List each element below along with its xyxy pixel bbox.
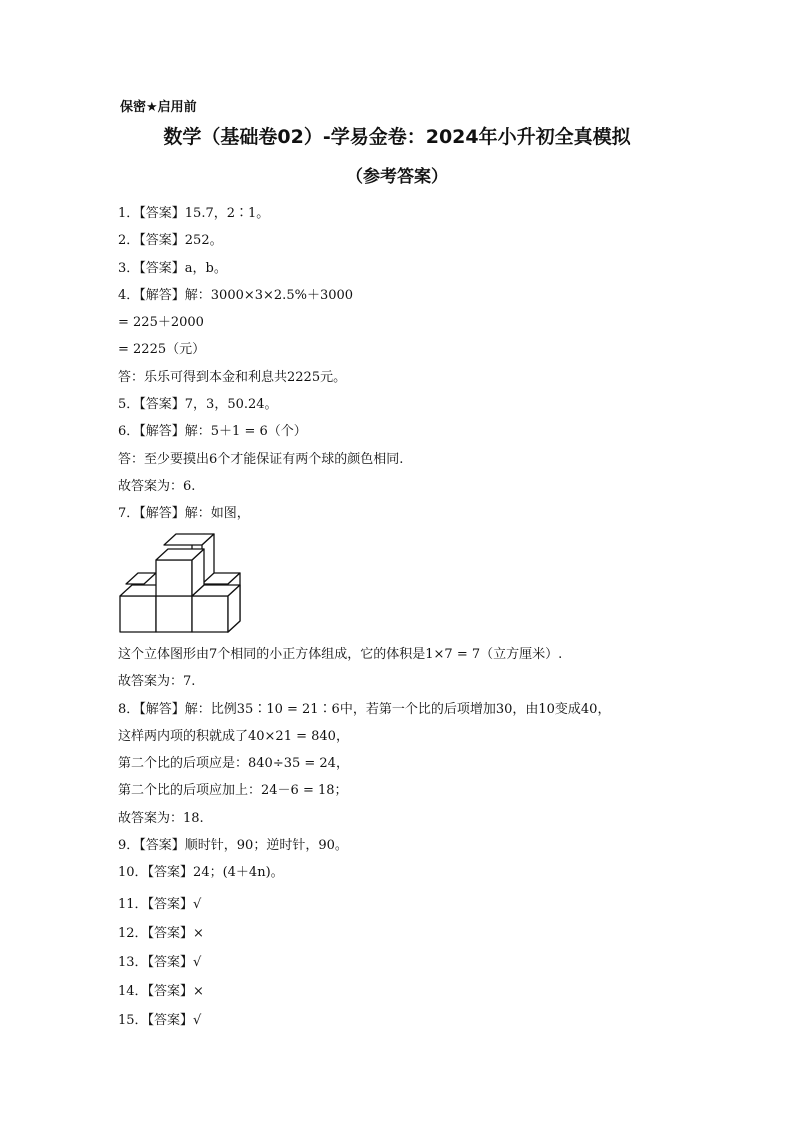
answer-line: 故答案为：18. xyxy=(118,810,204,826)
judgment-line: 12．【答案】× xyxy=(118,926,204,941)
answer-line: 5．【答案】7，3，50.24。 xyxy=(118,397,278,413)
answer-line: 1．【答案】15.7，2∶1。 xyxy=(118,206,270,221)
judgment-line: 13．【答案】√ xyxy=(118,955,202,970)
answer-line: = 225＋2000 xyxy=(118,315,204,331)
answer-line: 4．【解答】解：3000×3×2.5%＋3000 xyxy=(118,287,354,303)
answer-line: = 2225（元） xyxy=(118,342,206,358)
answer-line: 第二个比的后项应是：840÷35 = 24， xyxy=(118,756,349,772)
answers-block-2 xyxy=(118,641,678,887)
answer-line: 故答案为：6. xyxy=(118,478,196,494)
answer-line: 这样两内项的积就成了40×21 = 840， xyxy=(118,728,349,744)
answer-line: 2．【答案】252。 xyxy=(118,233,223,249)
answer-line: 7．【解答】解：如图， xyxy=(118,506,250,522)
answer-line: 6．【解答】解：5＋1 = 6（个） xyxy=(118,424,307,440)
page-subtitle: （参考答案） xyxy=(346,167,448,187)
answer-line: 8．【解答】解：比例35∶10 = 21∶6中，若第一个比的后项增加30，由10变成40， xyxy=(118,701,611,717)
answer-line: 答：至少要摸出6个才能保证有两个球的颜色相同. xyxy=(118,451,404,467)
answer-line: 答：乐乐可得到本金和利息共2225元。 xyxy=(118,369,347,385)
answer-line: 第二个比的后项应加上：24－6 = 18； xyxy=(118,783,348,799)
answers-block-1 xyxy=(118,200,678,528)
secret-label: 保密★启用前 xyxy=(120,100,197,115)
cube-figure xyxy=(118,532,242,636)
judgment-line: 14．【答案】× xyxy=(118,984,204,999)
answer-line: 3．【答案】a，b。 xyxy=(118,260,227,276)
answer-line: 9．【答案】顺时针，90；逆时针，90。 xyxy=(118,838,348,854)
answer-line: 这个立体图形由7个相同的小正方体组成，它的体积是1×7 = 7（立方厘米）. xyxy=(118,647,563,662)
judgment-line: 11．【答案】√ xyxy=(118,897,202,912)
judgment-answers xyxy=(118,890,678,1035)
answer-line: 10．【答案】24；(4＋4n)。 xyxy=(118,865,284,881)
judgment-line: 15．【答案】√ xyxy=(118,1013,202,1028)
page-title: 数学（基础卷02）-学易金卷：2024年小升初全真模拟 xyxy=(163,126,631,148)
answer-line: 故答案为：7. xyxy=(118,674,196,690)
